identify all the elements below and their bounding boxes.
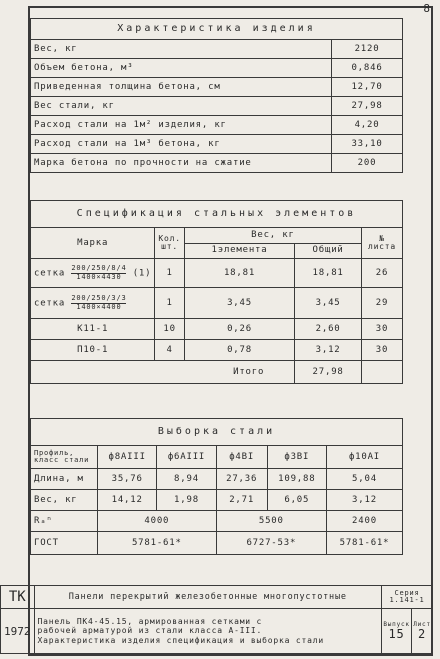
sheet-label: Лист [413, 621, 431, 628]
table-row [31, 78, 403, 97]
steel-r-value: 4000 [98, 511, 217, 532]
table-row [31, 259, 403, 288]
issue-value: 15 [388, 627, 405, 641]
spec-sheet: 29 [362, 288, 403, 319]
spec-mark [31, 288, 155, 319]
spec-mark: К11-1 [31, 319, 155, 340]
series-cell [382, 586, 433, 609]
mark-name: сетка [34, 298, 66, 309]
steel-gost-value: 5781-61* [98, 532, 217, 555]
table-row [31, 532, 403, 555]
mark-fraction [71, 295, 126, 311]
steel-profile: ф8АIII [98, 446, 157, 469]
table-row [31, 135, 403, 154]
steel-corner-header: Профиль, класс стали [31, 446, 98, 469]
spec-total: 3,12 [295, 340, 362, 361]
steel-length: 35,76 [98, 469, 157, 490]
steel-profile: ф4ВI [216, 446, 267, 469]
steel-r-value: 2400 [326, 511, 402, 532]
spec-qty: 1 [155, 259, 184, 288]
table-row [31, 446, 403, 469]
char-value: 2120 [332, 40, 403, 59]
spec-total-empty [362, 361, 403, 384]
fraction-top: 200/250/3/3 [71, 293, 127, 302]
header-sheet: № листа [362, 228, 403, 259]
issue-label: Выпуск [383, 621, 410, 628]
spec-one: 0,78 [184, 340, 294, 361]
spec-qty: 4 [155, 340, 184, 361]
sheet-cell [412, 609, 433, 654]
steel-length: 8,94 [157, 469, 216, 490]
spec-sheet: 30 [362, 319, 403, 340]
mark-name: сетка [34, 268, 66, 279]
char-value: 33,10 [332, 135, 403, 154]
spec-sheet: 30 [362, 340, 403, 361]
table-row [31, 97, 403, 116]
steel-profile: ф3ВI [267, 446, 326, 469]
steel-gost-value: 5781-61* [326, 532, 402, 555]
steel-weight: 6,05 [267, 490, 326, 511]
title-line-1: Панели перекрытий железобетонные многопустотные [34, 586, 382, 609]
spec-qty: 1 [155, 288, 184, 319]
table-row [31, 116, 403, 135]
spec-total: 2,60 [295, 319, 362, 340]
steel-length: 109,88 [267, 469, 326, 490]
characteristics-table [30, 18, 403, 173]
spec-sheet: 26 [362, 259, 403, 288]
header-qty: Кол. шт. [155, 228, 184, 259]
header-total: Общий [295, 243, 362, 259]
title-description [34, 609, 382, 654]
mark-fraction [71, 265, 126, 281]
spec-total-value: 27,98 [295, 361, 362, 384]
table-row [31, 319, 403, 340]
series-value: 1.141-1 [389, 596, 425, 604]
steel-profile: ф10АI [326, 446, 402, 469]
title-block [0, 585, 433, 654]
char-value: 27,98 [332, 97, 403, 116]
steel-gost-label: ГОСТ [31, 532, 98, 555]
fraction-top: 200/250/8/4 [71, 263, 127, 272]
steel-weight: 2,71 [216, 490, 267, 511]
mark-suffix: (1) [132, 268, 152, 279]
steel-length: 27,36 [216, 469, 267, 490]
char-label: Марка бетона по прочности на сжатие [31, 154, 332, 173]
spec-one: 18,81 [184, 259, 294, 288]
table-row [31, 59, 403, 78]
header-weight: Вес, кг [184, 228, 361, 244]
specification-title: Спецификация стальных элементов [31, 201, 403, 228]
table-row [31, 288, 403, 319]
table-row [31, 340, 403, 361]
char-value: 200 [332, 154, 403, 173]
issue-cell [382, 609, 412, 654]
char-value: 4,20 [332, 116, 403, 135]
char-label: Вес стали, кг [31, 97, 332, 116]
char-value: 12,70 [332, 78, 403, 97]
spec-mark: П10-1 [31, 340, 155, 361]
tk-label: ТК [1, 586, 35, 609]
page-number: 8 [423, 2, 430, 15]
fraction-bottom: 1400×4430 [76, 272, 122, 281]
steel-sample-table [30, 418, 403, 555]
steel-weight: 1,98 [157, 490, 216, 511]
steel-profile: ф6АIII [157, 446, 216, 469]
header-one-element: 1элемента [184, 243, 294, 259]
spec-one: 0,26 [184, 319, 294, 340]
char-label: Объем бетона, м³ [31, 59, 332, 78]
steel-title: Выборка стали [31, 419, 403, 446]
table-row [31, 469, 403, 490]
steel-r-value: 5500 [216, 511, 326, 532]
char-label: Расход стали на 1м³ бетона, кг [31, 135, 332, 154]
table-row [31, 361, 403, 384]
sheet-value: 2 [418, 627, 427, 641]
table-row [31, 154, 403, 173]
steel-weight: 14,12 [98, 490, 157, 511]
table-row [31, 40, 403, 59]
year-label: 1972 [1, 609, 35, 654]
spec-qty: 10 [155, 319, 184, 340]
spec-total: 18,81 [295, 259, 362, 288]
char-value: 0,846 [332, 59, 403, 78]
steel-gost-value: 6727-53* [216, 532, 326, 555]
title-line-4: Характеристика изделия спецификация и выборка стали [37, 635, 324, 645]
specification-table [30, 200, 403, 384]
spec-total: 3,45 [295, 288, 362, 319]
char-label: Приведенная толщина бетона, см [31, 78, 332, 97]
steel-r-label: Rₐⁿ [31, 511, 98, 532]
spec-total-label: Итого [31, 361, 295, 384]
char-label: Вес, кг [31, 40, 332, 59]
characteristics-title: Характеристика изделия [31, 19, 403, 40]
steel-length: 5,04 [326, 469, 402, 490]
title-line-2: Панель ПК4-45.15, армированная сетками с [37, 617, 263, 627]
steel-weight: 3,12 [326, 490, 402, 511]
table-row [31, 511, 403, 532]
table-row [31, 490, 403, 511]
spec-one: 3,45 [184, 288, 294, 319]
char-label: Расход стали на 1м² изделия, кг [31, 116, 332, 135]
title-line-3: рабочей арматурой из стали класса А-III. [37, 626, 263, 636]
series-label: Серия [394, 589, 420, 597]
header-mark: Марка [31, 228, 155, 259]
spec-mark [31, 259, 155, 288]
steel-weight-label: Вес, кг [31, 490, 98, 511]
fraction-bottom: 1400×4400 [76, 302, 122, 311]
steel-length-label: Длина, м [31, 469, 98, 490]
